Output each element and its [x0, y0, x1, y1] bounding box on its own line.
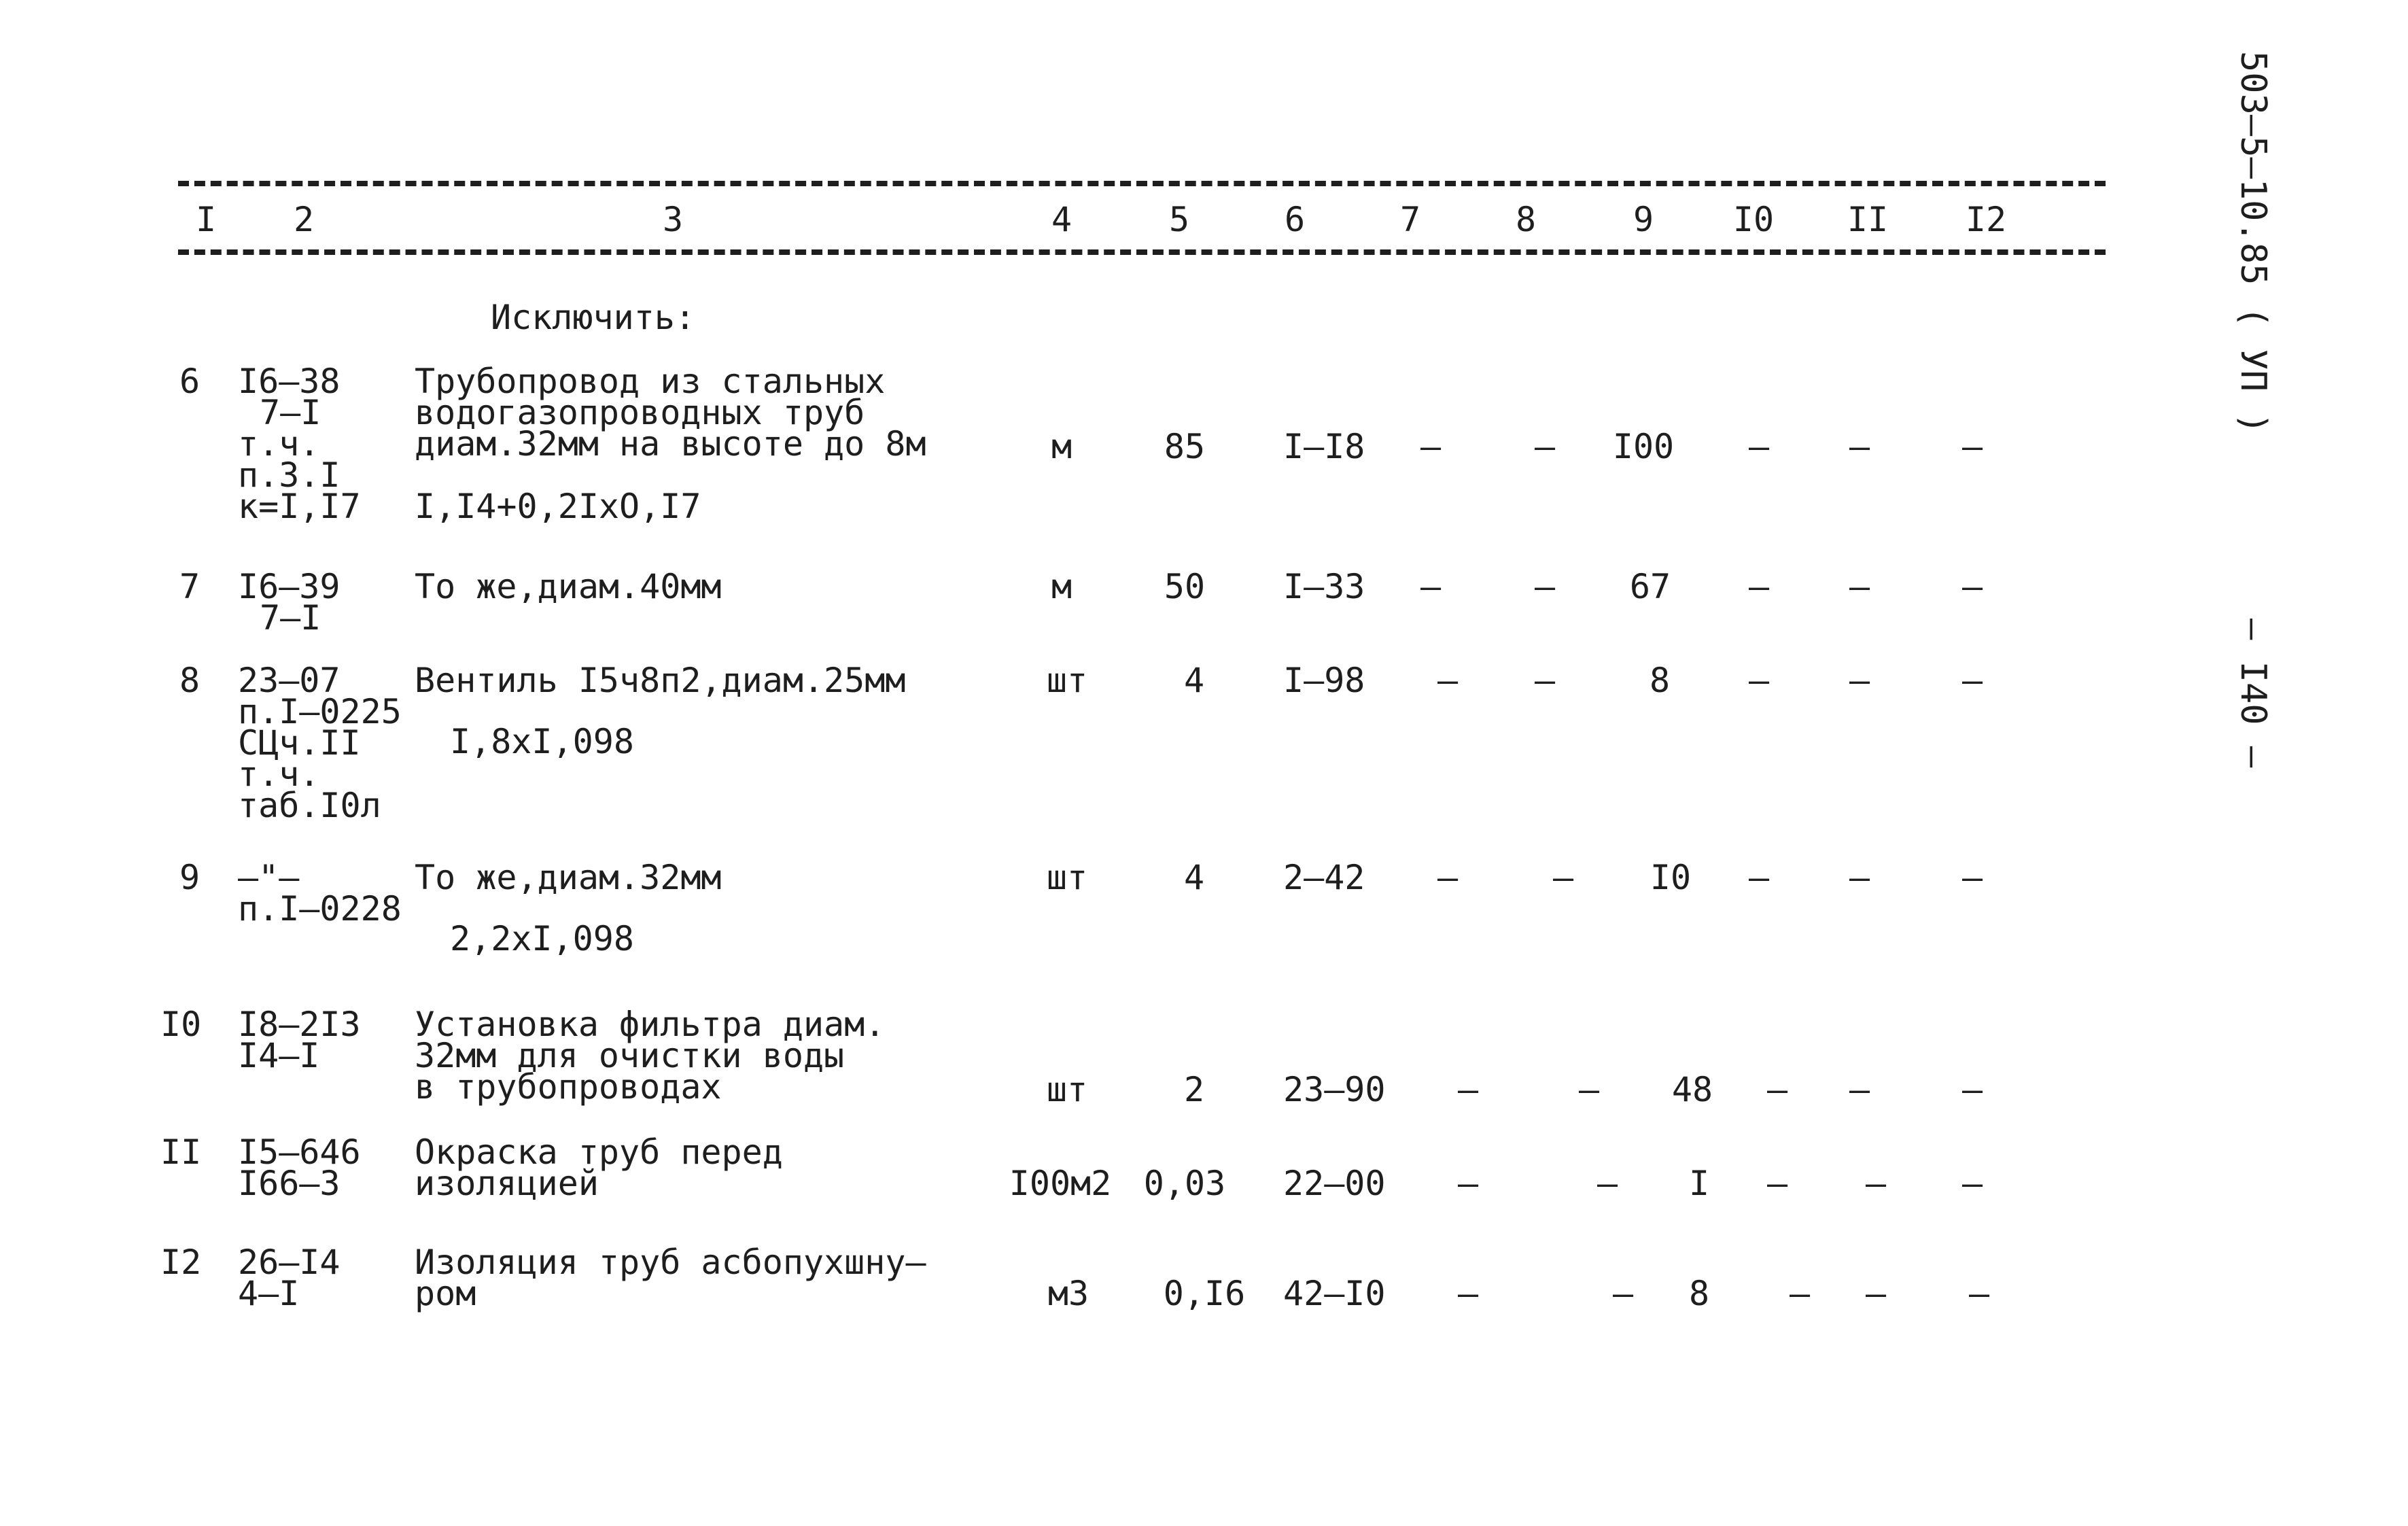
row-code: I8–2I3: [238, 1005, 361, 1044]
row-col10: –: [1766, 1070, 1788, 1109]
row-col7: –: [1457, 1164, 1479, 1203]
row-quantity: 85: [1164, 427, 1206, 466]
row-col7: –: [1457, 1070, 1479, 1109]
row-code: т.ч.: [238, 755, 320, 794]
row-code: п.I–0225: [238, 692, 402, 731]
page-number: – I40 –: [2233, 619, 2273, 768]
row-col9: I: [1688, 1164, 1710, 1203]
row-col11: –: [1865, 1164, 1887, 1203]
row-col8: –: [1578, 1070, 1600, 1109]
row-col11: –: [1849, 858, 1870, 897]
row-price: I–33: [1283, 567, 1365, 606]
row-quantity: 4: [1183, 661, 1205, 700]
row-code: 7–I: [260, 598, 321, 638]
row-quantity: 2: [1183, 1070, 1205, 1109]
row-col11: –: [1849, 661, 1870, 700]
row-description: То же,диам.32мм: [415, 858, 722, 897]
col-header-7: 7: [1399, 200, 1421, 239]
row-unit: м: [1051, 427, 1072, 466]
row-number: 8: [179, 661, 200, 700]
row-col11: –: [1865, 1274, 1887, 1313]
row-col10: –: [1748, 858, 1770, 897]
row-col7: –: [1457, 1274, 1479, 1313]
row-col7: –: [1420, 427, 1442, 466]
row-quantity: 0,03: [1143, 1164, 1226, 1203]
row-quantity: 50: [1164, 567, 1206, 606]
col-header-5: 5: [1168, 200, 1190, 239]
col-header-9: 9: [1633, 200, 1654, 239]
row-col10: –: [1766, 1164, 1788, 1203]
row-unit: I00м2: [1009, 1164, 1112, 1203]
row-col12: –: [1961, 567, 1983, 606]
row-col12: –: [1961, 858, 1983, 897]
row-number: I2: [160, 1243, 202, 1282]
row-description: Окраска труб перед: [415, 1132, 783, 1172]
row-unit: шт: [1046, 858, 1088, 897]
row-price: I–98: [1283, 661, 1365, 700]
row-description: изоляцией: [415, 1164, 599, 1203]
col-header-6: 6: [1284, 200, 1306, 239]
row-description: То же,диам.40мм: [415, 567, 722, 606]
row-col12: –: [1961, 1164, 1983, 1203]
header-top-rule: [178, 181, 2106, 186]
row-description: 32мм для очистки воды: [415, 1036, 845, 1075]
row-col11: –: [1849, 567, 1870, 606]
row-code: к=I,I7: [238, 487, 361, 526]
row-description: в трубопроводах: [415, 1067, 722, 1107]
row-col12: –: [1961, 427, 1983, 466]
row-price: 42–I0: [1283, 1274, 1386, 1313]
row-description: водогазопроводных труб: [415, 393, 865, 432]
row-col9: I0: [1650, 858, 1692, 897]
row-unit: м: [1051, 567, 1072, 606]
row-col8: –: [1612, 1274, 1634, 1313]
row-col9: 8: [1688, 1274, 1710, 1313]
row-description: диам.32мм на высоте до 8м: [415, 424, 926, 464]
row-formula: I,I4+0,2IxO,I7: [415, 487, 701, 526]
row-code: I4–I: [238, 1036, 320, 1075]
row-number: 9: [179, 858, 200, 897]
col-header-11: II: [1847, 200, 1889, 239]
row-col11: –: [1849, 1070, 1870, 1109]
col-header-1: I: [195, 200, 217, 239]
col-header-3: 3: [662, 200, 684, 239]
row-col10: –: [1748, 567, 1770, 606]
row-code: СЦч.II: [238, 723, 361, 763]
row-code: I6–38: [238, 362, 341, 401]
row-col12: –: [1961, 1070, 1983, 1109]
row-formula: 2,2xI,098: [450, 919, 634, 958]
row-col9: 8: [1649, 661, 1671, 700]
row-code: 7–I: [260, 393, 321, 432]
row-unit: шт: [1046, 661, 1088, 700]
col-header-4: 4: [1051, 200, 1072, 239]
row-col7: –: [1420, 567, 1442, 606]
row-col8: –: [1534, 661, 1556, 700]
row-col9: I00: [1612, 427, 1675, 466]
row-code: –"–: [238, 858, 300, 897]
row-number: II: [160, 1132, 202, 1172]
row-code: п.I–0228: [238, 889, 402, 929]
row-quantity: 0,I6: [1163, 1274, 1246, 1313]
row-description: Изоляция труб асбопухшну–: [415, 1243, 926, 1282]
row-price: 23–90: [1283, 1070, 1386, 1109]
row-col8: –: [1534, 567, 1556, 606]
row-col10: –: [1748, 661, 1770, 700]
row-col11: –: [1849, 427, 1870, 466]
row-description: Вентиль I5ч8п2,диам.25мм: [415, 661, 906, 700]
row-col9: 67: [1629, 567, 1671, 606]
row-col12: –: [1968, 1274, 1990, 1313]
col-header-12: I2: [1965, 200, 2007, 239]
row-number: I0: [160, 1005, 202, 1044]
row-code: т.ч.: [238, 424, 320, 464]
row-code: 23–07: [238, 661, 341, 700]
row-code: I6–39: [238, 567, 341, 606]
row-col8: –: [1596, 1164, 1618, 1203]
row-col9: 48: [1671, 1070, 1713, 1109]
row-description: Установка фильтра диам.: [415, 1005, 886, 1044]
col-header-10: I0: [1732, 200, 1775, 239]
col-header-8: 8: [1515, 200, 1537, 239]
row-price: 2–42: [1283, 858, 1365, 897]
row-col12: –: [1961, 661, 1983, 700]
section-title: Исключить:: [491, 298, 696, 337]
row-code: I5–646: [238, 1132, 361, 1172]
row-code: таб.I0л: [238, 786, 381, 825]
row-number: 6: [179, 362, 200, 401]
row-unit: м3: [1047, 1274, 1089, 1313]
row-description: ром: [415, 1274, 476, 1313]
row-code: п.3.I: [238, 455, 341, 495]
row-col8: –: [1552, 858, 1574, 897]
row-quantity: 4: [1183, 858, 1205, 897]
col-header-2: 2: [293, 200, 315, 239]
row-number: 7: [179, 567, 200, 606]
row-code: 26–I4: [238, 1243, 341, 1282]
row-code: 4–I: [238, 1274, 300, 1313]
row-code: I66–3: [238, 1164, 341, 1203]
row-col7: –: [1437, 858, 1459, 897]
row-col8: –: [1534, 427, 1556, 466]
document-code: 503–5–10.85 ( УП ): [2233, 51, 2273, 434]
row-col10: –: [1748, 427, 1770, 466]
row-price: 22–00: [1283, 1164, 1386, 1203]
row-col10: –: [1789, 1274, 1811, 1313]
row-formula: I,8xI,098: [450, 722, 634, 761]
row-unit: шт: [1046, 1070, 1088, 1109]
row-description: Трубопровод из стальных: [415, 362, 886, 401]
row-price: I–I8: [1283, 427, 1365, 466]
row-col7: –: [1437, 661, 1459, 700]
header-bottom-rule: [178, 249, 2106, 255]
